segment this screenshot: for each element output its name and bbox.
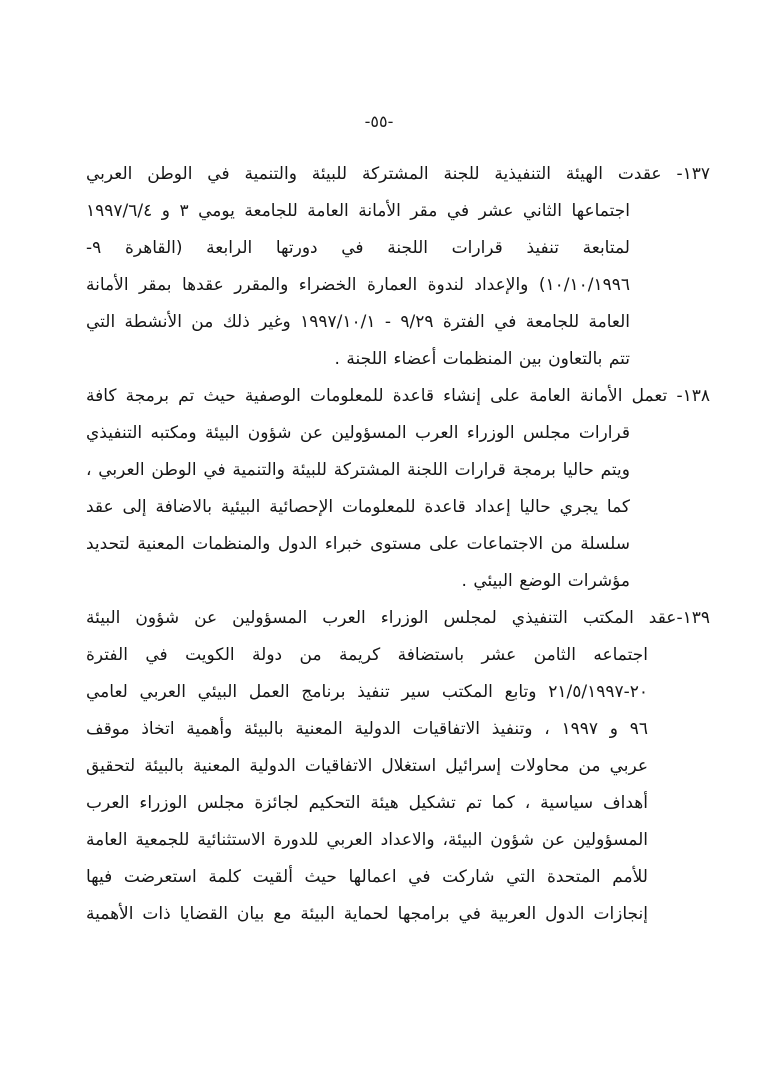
text-line: قرارات مجلس الوزراء العرب المسؤولين عن شؤون البيئة ومكتبه التنفيذي xyxy=(86,423,630,443)
document-body xyxy=(86,156,710,933)
text-line: كما يجري حاليا إعداد قاعدة للمعلومات الإحصائية البيئية بالاضافة إلى عقد xyxy=(86,497,630,517)
page-number: -٥٥- xyxy=(364,112,394,131)
text-line: لمتابعة تنفيذ قرارات اللجنة في دورتها الرابعة (القاهرة ٩- xyxy=(86,238,630,258)
text-line: ١٣٩-عقد المكتب التنفيذي لمجلس الوزراء العرب المسؤولين عن شؤون البيئة xyxy=(86,608,710,628)
text-line: ١٠/١٠/١٩٩٦) والإعداد لندوة العمارة الخضراء والمقرر عقدها بمقر الأمانة xyxy=(86,275,630,295)
text-line: ‪٢٠-٢١/٥/١٩٩٧‬ وتابع المكتب سير تنفيذ برنامج العمل البيئي العربي لعامي xyxy=(86,682,648,702)
text-line: مؤشرات الوضع البيئي . xyxy=(461,571,630,591)
paragraph-138 xyxy=(86,378,710,600)
text-line: إنجازات الدول العربية في برامجها لحماية البيئة مع بيان القضايا ذات الأهمية xyxy=(86,904,648,924)
text-line: اجتماعه الثامن عشر باستضافة كريمة من دولة الكويت في الفترة xyxy=(86,645,648,665)
text-line: أهداف سياسية ، كما تم تشكيل هيئة التحكيم لجائزة مجلس الوزراء العرب xyxy=(86,793,648,813)
text-line: المسؤولين عن شؤون البيئة، والاعداد العربي للدورة الاستثنائية للجمعية العامة xyxy=(86,830,648,850)
text-line: ويتم حاليا برمجة قرارات اللجنة المشتركة للبيئة والتنمية في الوطن العربي ، xyxy=(86,460,630,480)
text-line: للأمم المتحدة التي شاركت في اعمالها حيث ألقيت كلمة استعرضت فيها xyxy=(86,867,648,887)
paragraph-137 xyxy=(86,156,710,378)
text-line: العامة للجامعة في الفترة ٩/٢٩ - ١٩٩٧/١٠/١ وغير ذلك من الأنشطة التي xyxy=(86,312,630,332)
text-line: سلسلة من الاجتماعات على مستوى خبراء الدول والمنظمات المعنية لتحديد xyxy=(86,534,630,554)
paragraph-139 xyxy=(86,600,710,933)
text-line: تتم بالتعاون بين المنظمات أعضاء اللجنة . xyxy=(334,349,630,369)
text-line: عربي من محاولات إسرائيل استغلال الاتفاقيات الدولية المعنية بالبيئة لتحقيق xyxy=(86,756,648,776)
text-line: اجتماعها الثاني عشر في مقر الأمانة العامة للجامعة يومي ٣ و ١٩٩٧/٦/٤ xyxy=(86,201,630,221)
text-line: ١٣٧- عقدت الهيئة التنفيذية للجنة المشتركة للبيئة والتنمية في الوطن العربي xyxy=(86,164,710,184)
text-line: ١٣٨- تعمل الأمانة العامة على إنشاء قاعدة للمعلومات الوصفية حيث تم برمجة كافة xyxy=(86,386,710,406)
text-line: ٩٦ و ١٩٩٧ ، وتنفيذ الاتفاقيات الدولية المعنية بالبيئة وأهمية اتخاذ موقف xyxy=(86,719,648,739)
